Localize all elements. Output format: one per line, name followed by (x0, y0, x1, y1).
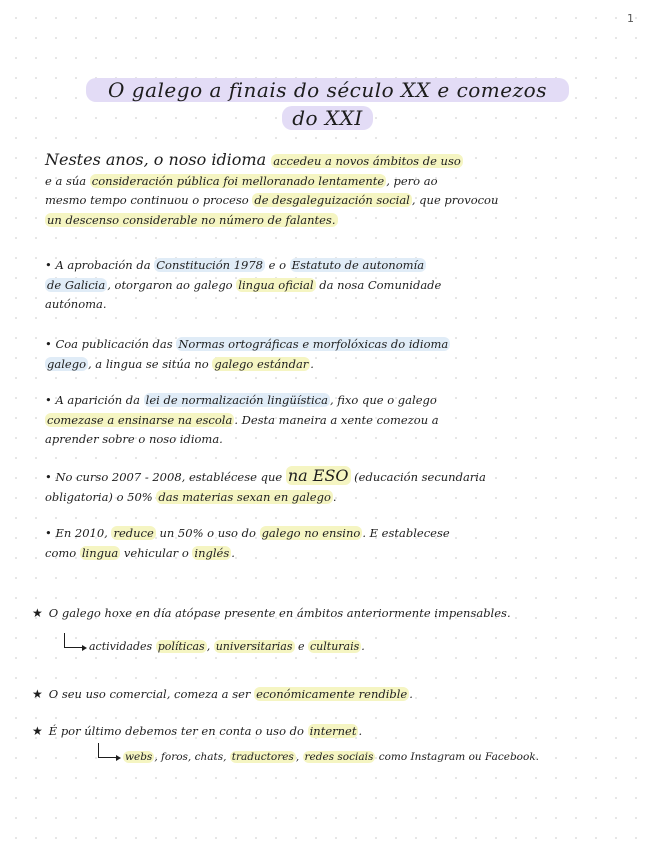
star-note-commercial: ★ O seu uso comercial, comeza a ser económicamente rendible . (32, 687, 413, 701)
page-title-line2: do XXI (0, 106, 655, 130)
bullet-normas: • Coa publicación das Normas ortográficas e morfolóxicas do idioma galego , a lingua se sitúa no galego estándar . (45, 337, 449, 371)
star-icon: ★ (32, 606, 43, 620)
star-note-internet: ★ É por último debemos ter en conta o uso do internet . (32, 724, 363, 738)
sub-note-web: webs , foros, chats, traductores , redes sociais como Instagram ou Facebook. (98, 745, 539, 763)
bullet-eso: • No curso 2007 - 2008, establécese que na ESO (educación secundaria obligatoria) o 50% das materias sexan en galego . (45, 466, 486, 504)
bullet-constitution: • A aprobación da Constitución 1978 e o Estatuto de autonomía de Galicia , otorgaron ao galego lingua oficial da nosa Comunidade autónoma. (45, 258, 442, 311)
arrow-icon (98, 743, 117, 758)
star-icon: ★ (32, 724, 43, 738)
bullet-2010: • En 2010, reduce un 50% o uso do galego no ensino . E establecese como lingua vehicular o inglés . (45, 526, 450, 560)
bullet-lei: • A aparición da lei de normalización lingüística , fixo que o galego comezase a ensinarse na escola . Desta maneira a xente comezou a aprender sobre o noso idioma. (45, 393, 439, 446)
page-title: O galego a finais do século XX e comezos (0, 78, 655, 102)
star-note-presence: ★ O galego hoxe en día atópase presente en ámbitos anteriormente impensables. (32, 606, 511, 620)
arrow-icon (64, 633, 83, 648)
sub-note-activities: actividades políticas , universitarias e culturais . (64, 635, 365, 653)
intro-paragraph: Nestes anos, o noso idioma accedeu a novos ámbitos de uso e a súa consideración pública foi melloranado lentamente , pero ao mesmo tempo continuou o proceso de desgaleguización social , que provocou un descenso considerable no número de falantes. (45, 150, 499, 227)
star-icon: ★ (32, 687, 43, 701)
page-number: 1 (627, 12, 634, 25)
